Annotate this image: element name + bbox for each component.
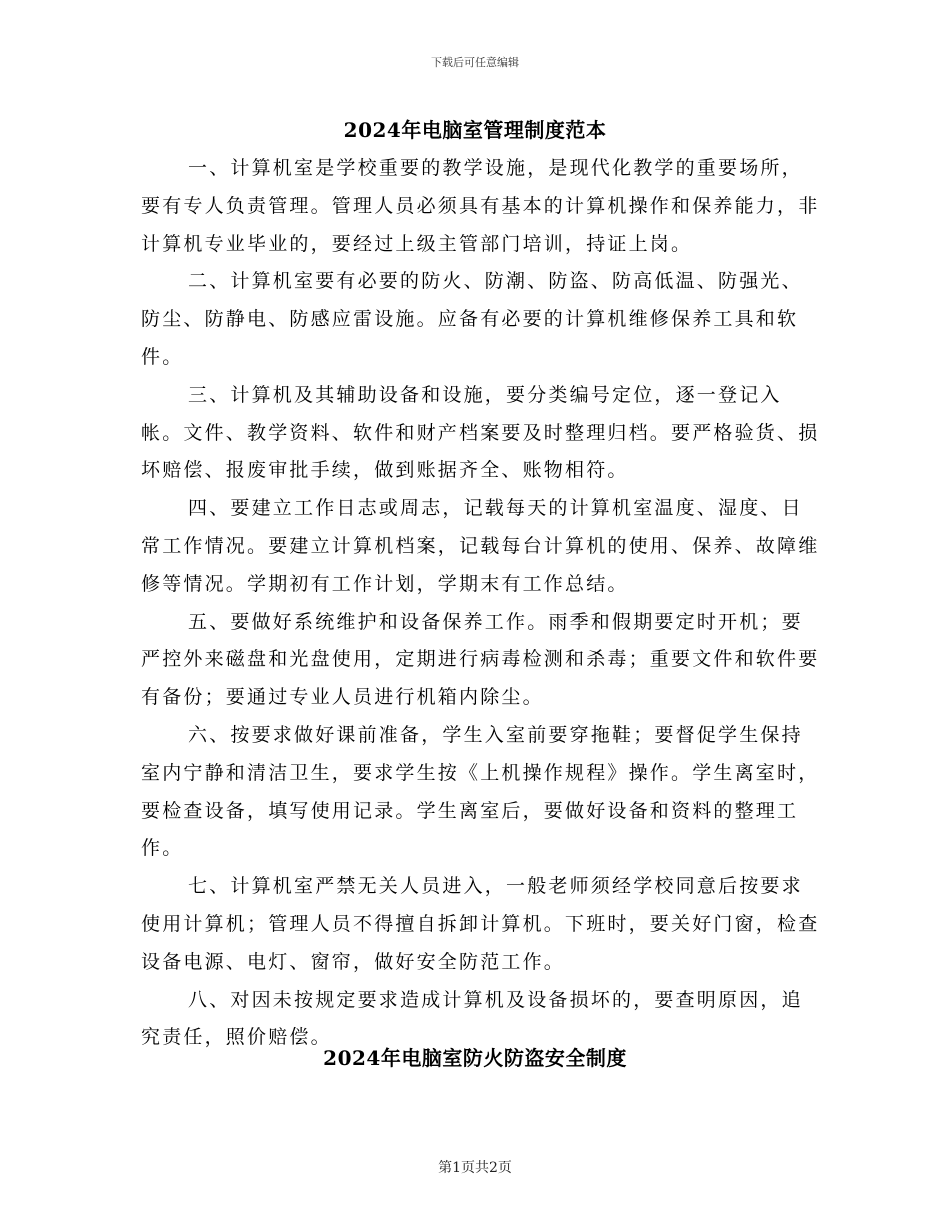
paragraph-5: 五、要做好系统维护和设备保养工作。雨季和假期要定时开机；要严控外来磁盘和光盘使用，定期进行病毒检测和杀毒；重要文件和软件要有备份；要通过专业人员进行机箱内除尘。 [141,610,820,709]
paragraph-7: 七、计算机室严禁无关人员进入，一般老师须经学校同意后按要求使用计算机；管理人员不得擅自拆卸计算机。下班时，要关好门窗，检查设备电源、电灯、窗帘，做好安全防范工作。 [141,875,820,973]
paragraph-3: 三、计算机及其辅助设备和设施，要分类编号定位，逐一登记入帐。文件、教学资料、软件和财产档案要及时整理归档。要严格验货、损坏赔偿、报废审批手续，做到账据齐全、账物相符。 [141,383,820,482]
document-body [141,150,821,1057]
paragraph-1: 一、计算机室是学校重要的教学设施，是现代化教学的重要场所，要有专人负责管理。管理人员必须具有基本的计算机操作和保养能力，非计算机专业毕业的，要经过上级主管部门培训，持证上岗。 [141,157,820,255]
document-title: 2024年电脑室管理制度范本 [343,118,607,142]
second-section-title: 2024年电脑室防火防盗安全制度 [323,1046,627,1070]
page-header: 下载后可任意编辑 [431,56,519,69]
paragraph-8: 八、对因未按规定要求造成计算机及设备损坏的，要查明原因，追究责任，照价赔偿。 [141,988,803,1049]
paragraph-2: 二、计算机室要有必要的防火、防潮、防盗、防高低温、防强光、防尘、防静电、防感应雷设施。应备有必要的计算机维修保养工具和软件。 [141,270,803,368]
paragraph-4: 四、要建立工作日志或周志，记载每天的计算机室温度、湿度、日常工作情况。要建立计算机档案，记载每台计算机的使用、保养、故障维修等情况。学期初有工作计划，学期末有工作总结。 [141,497,820,595]
paragraph-6: 六、按要求做好课前准备，学生入室前要穿拖鞋；要督促学生保持室内宁静和清洁卫生，要求学生按《上机操作规程》操作。学生离室时，要检查设备，填写使用记录。学生离室后，要做好设备和资料的整理工作。 [141,723,820,860]
page-footer: 第1页共2页 [438,1160,512,1176]
